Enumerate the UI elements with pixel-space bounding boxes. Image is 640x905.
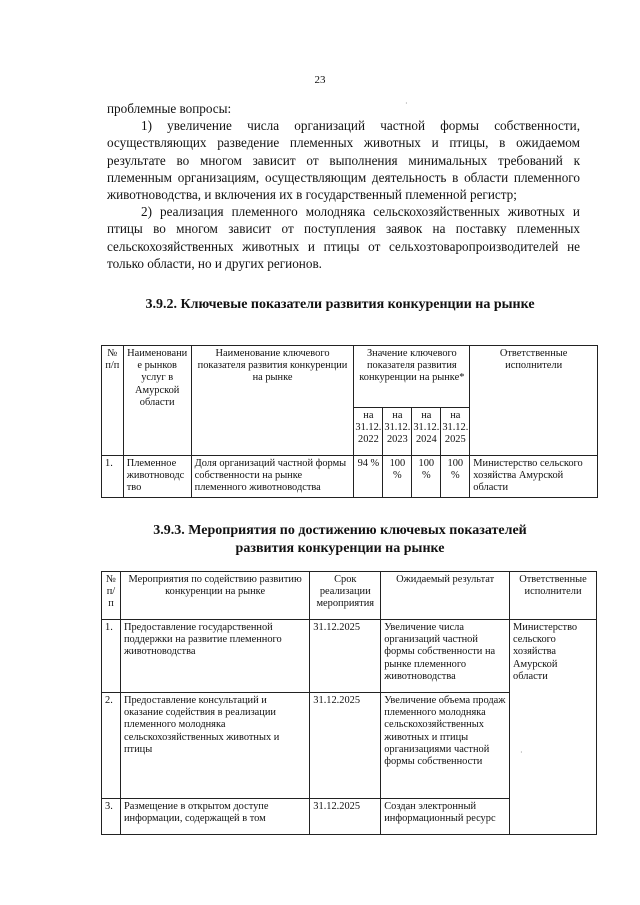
point-2-paragraph: 2) реализация племенного молодняка сельскохозяйственных животных и птицы во многом зависит от поступления заявок на поставку племенных сельскохозяйственных животных и птицы от сельхозтоваропроизводителей не только области, но и других регионов. [107, 204, 580, 271]
cell-value-2023: 100 % [383, 456, 412, 498]
cell-deadline: 31.12.2025 [310, 799, 381, 835]
cell-number: 3. [102, 799, 121, 835]
section-3-9-3-heading-line-2: развития конкуренции на рынке [235, 541, 445, 556]
section-3-9-3-heading [100, 522, 580, 558]
cell-responsible: Министерство сельского хозяйства Амурской области [470, 456, 598, 498]
table-row [102, 620, 597, 693]
header-indicator: Наименование ключевого показателя развития конкуренции на рынке [191, 346, 354, 456]
cell-value-2022: 94 % [354, 456, 383, 498]
cell-number: 2. [102, 693, 121, 799]
header-responsible: Ответственные исполнители [510, 572, 597, 620]
key-indicators-table [101, 345, 598, 498]
header-number: № п/п [102, 346, 124, 456]
cell-value-2025: 100 % [441, 456, 470, 498]
header-market: Наименовани е рынков услуг в Амурской области [123, 346, 191, 456]
header-value: Значение ключевого показателя развития конкуренции на рынке* [354, 346, 470, 408]
cell-deadline: 31.12.2025 [310, 620, 381, 693]
header-year-2024: на 31.12. 2024 [412, 408, 441, 456]
header-year-2022: на 31.12. 2022 [354, 408, 383, 456]
scan-speck: · [405, 99, 408, 108]
header-measures: Мероприятия по содействию развитию конкуренции на рынке [120, 572, 309, 620]
header-deadline: Срок реализации мероприятия [310, 572, 381, 620]
cell-result: Увеличение объема продаж племенного молодняка сельскохозяйственных животных и птицы организациями частной формы собственности [381, 693, 510, 799]
cell-indicator: Доля организаций частной формы собственности на рынке племенного животноводства [191, 456, 354, 498]
cell-deadline: 31.12.2025 [310, 693, 381, 799]
header-responsible: Ответственные исполнители [470, 346, 598, 456]
cell-responsible: Министерство сельского хозяйства Амурской области [510, 620, 597, 835]
page-number: 23 [314, 74, 326, 86]
cell-measure: Предоставление государственной поддержки на развитие племенного животноводства [120, 620, 309, 693]
intro-paragraph: проблемные вопросы: [107, 101, 232, 116]
body-text [107, 100, 580, 272]
header-year-2025: на 31.12. 2025 [441, 408, 470, 456]
header-result: Ожидаемый результат [381, 572, 510, 620]
cell-market: Племенное животноводс тво [123, 456, 191, 498]
section-3-9-3-heading-line-1: 3.9.3. Мероприятия по достижению ключевых показателей [153, 523, 527, 538]
cell-result: Создан электронный информационный ресурс [381, 799, 510, 835]
cell-measure: Предоставление консультаций и оказание содействия в реализации племенного молодняка сельскохозяйственных животных и птицы [120, 693, 309, 799]
section-3-9-2-heading: 3.9.2. Ключевые показатели развития конкуренции на рынке [145, 297, 535, 312]
header-number: № п/п [102, 572, 121, 620]
cell-result: Увеличение числа организаций частной формы собственности на рынке племенного животноводства [381, 620, 510, 693]
cell-number: 1. [102, 456, 124, 498]
scan-speck: · [520, 748, 523, 757]
cell-value-2024: 100 % [412, 456, 441, 498]
measures-table [101, 571, 597, 835]
cell-number: 1. [102, 620, 121, 693]
table-row [102, 456, 598, 498]
point-1-paragraph: 1) увеличение числа организаций частной формы собственности, осуществляющих разведение племенных животных и птицы, в ожидаемом результате во многом зависит от выполнения минимальных требований к племенным организациям, осуществляющим деятельность в области племенного животноводства, и включения их в государственный племенной регистр; [107, 118, 580, 203]
header-year-2023: на 31.12. 2023 [383, 408, 412, 456]
cell-measure: Размещение в открытом доступе информации, содержащей в том [120, 799, 309, 835]
